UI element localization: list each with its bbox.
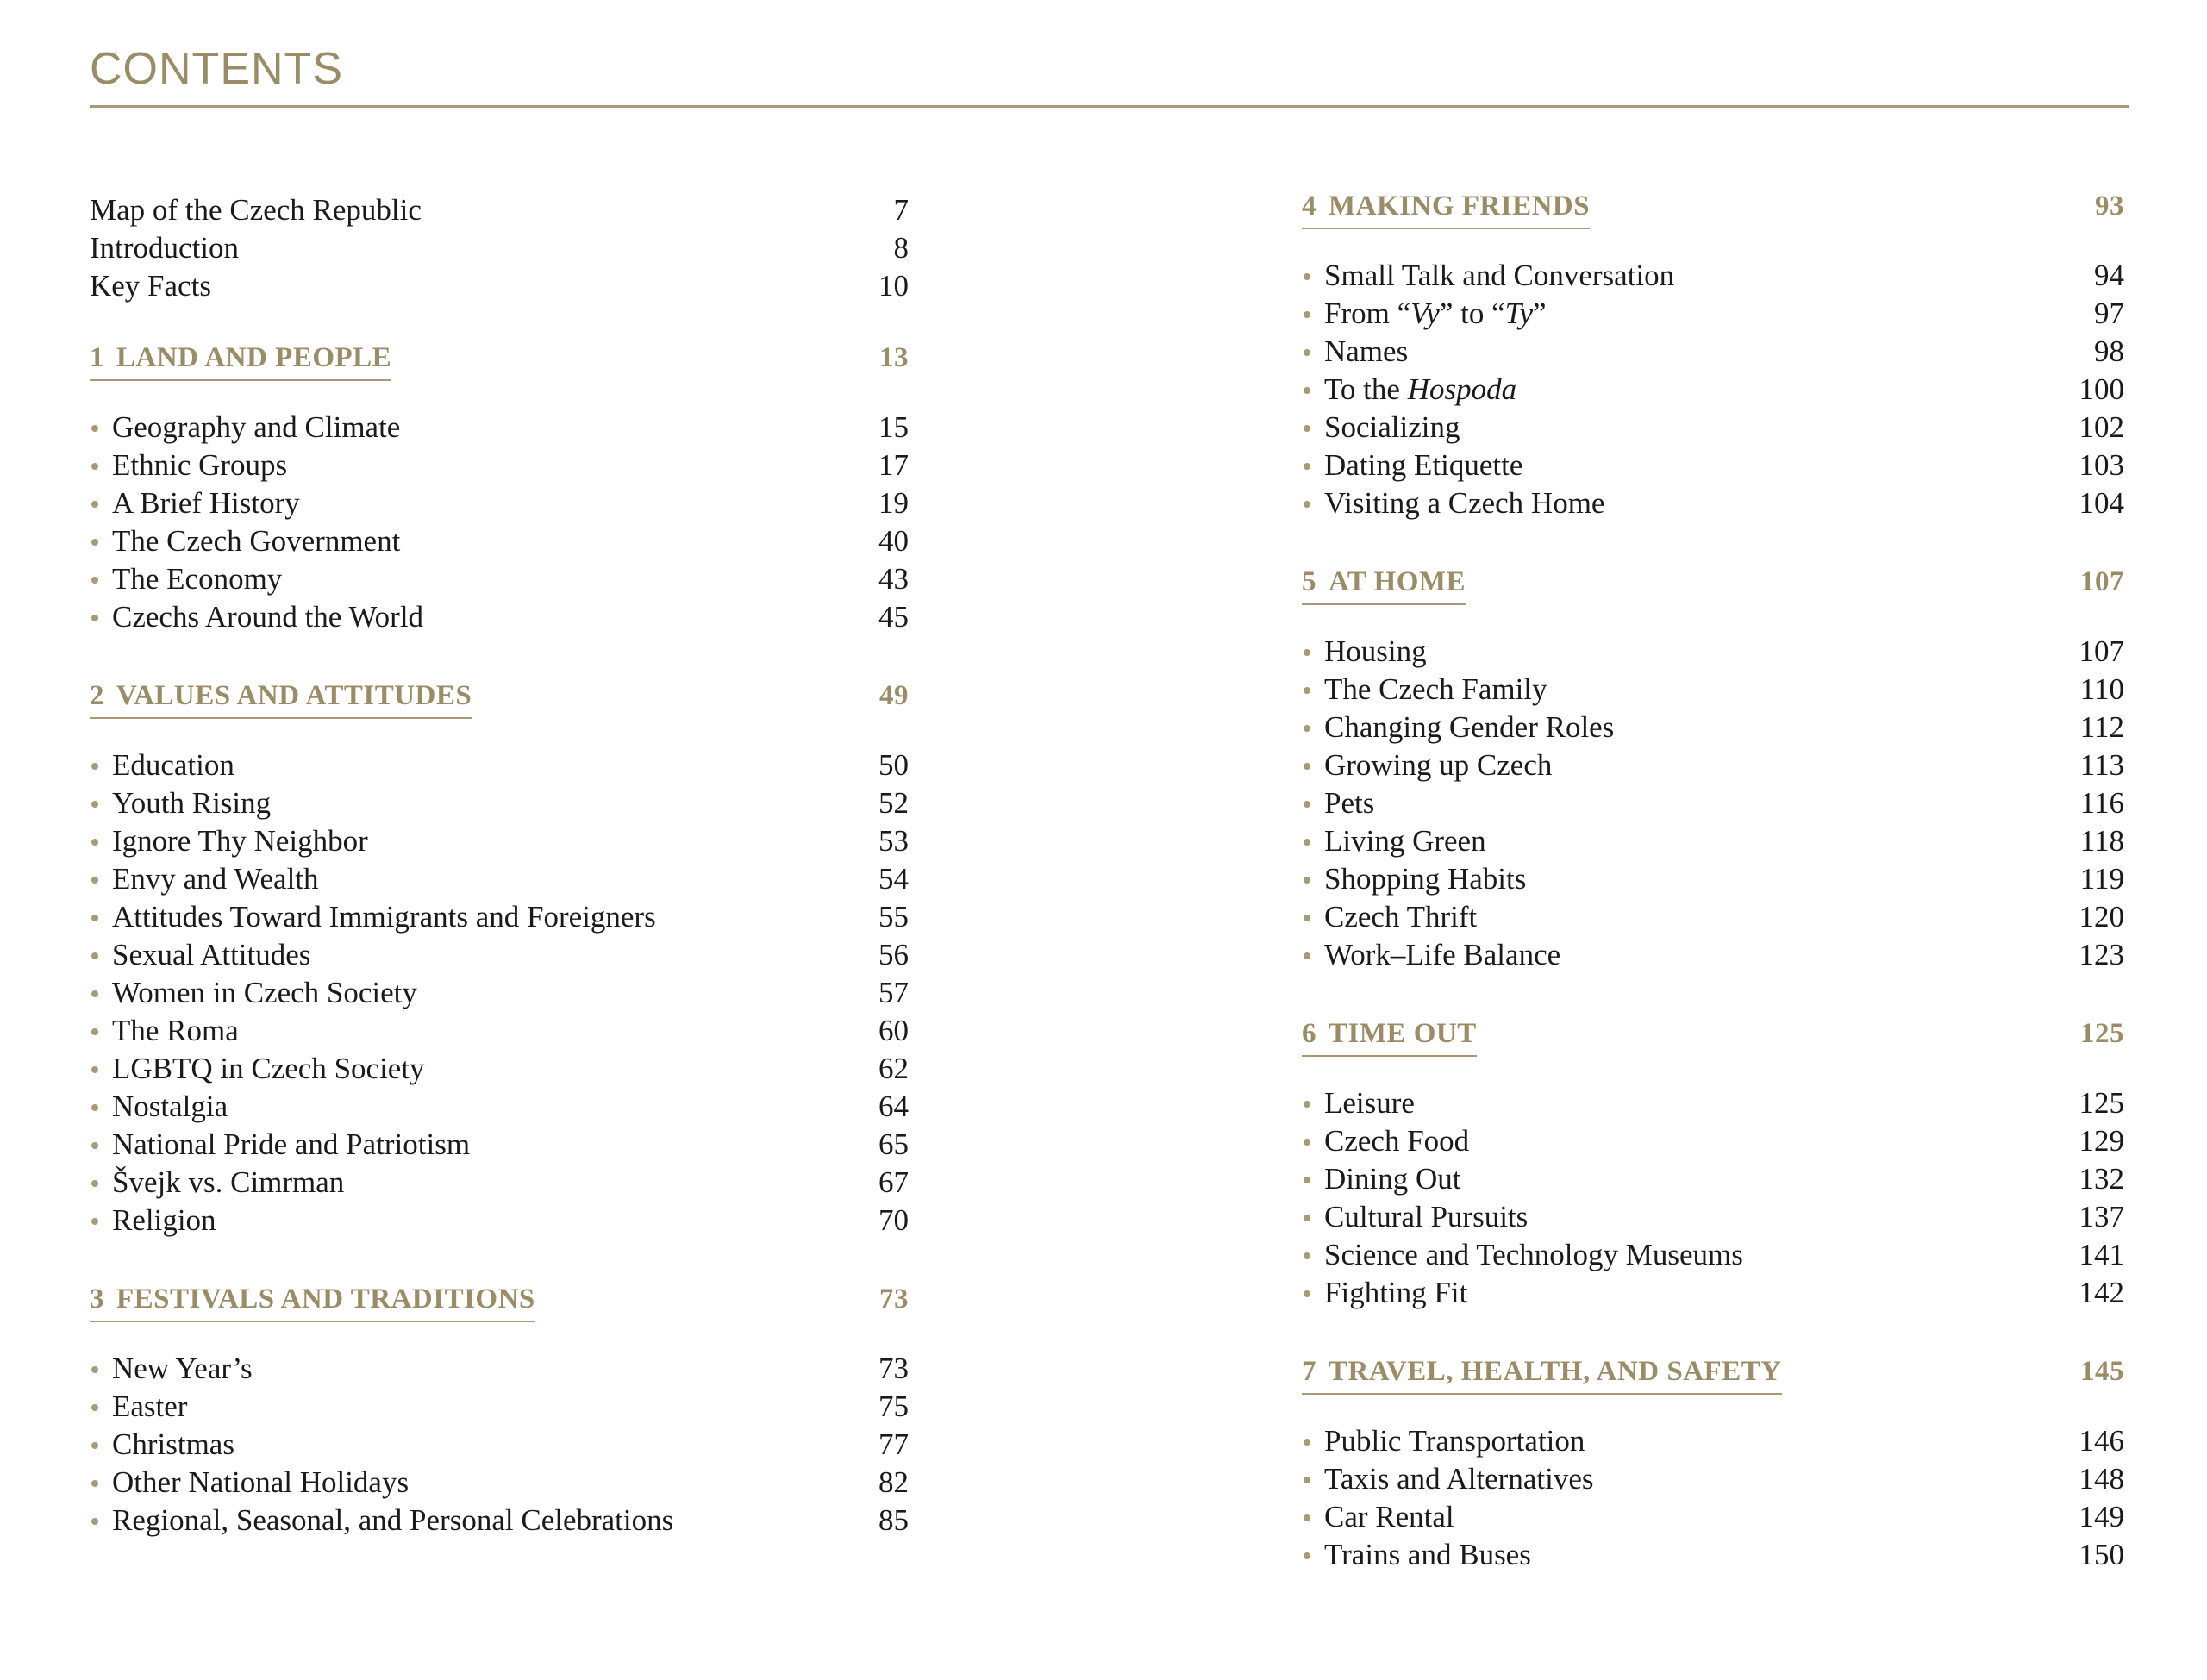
toc-item[interactable]: [90, 1088, 909, 1126]
toc-item-label: Visiting a Czech Home: [1324, 486, 1605, 520]
bullet-icon: [1304, 311, 1310, 318]
bullet-icon: [1304, 501, 1310, 508]
section-heading[interactable]: [1302, 188, 2124, 226]
toc-item[interactable]: [1302, 1084, 2124, 1122]
toc-item[interactable]: [90, 598, 909, 636]
toc-item-label: Czech Thrift: [1324, 900, 1478, 934]
bullet-icon: [1304, 1514, 1310, 1521]
bullet-icon: [91, 1366, 98, 1373]
section-heading-label: [1302, 1353, 1782, 1395]
toc-item-label: Czech Food: [1324, 1124, 1470, 1158]
toc-item[interactable]: [90, 860, 909, 898]
section-page: 93: [2095, 190, 2124, 222]
toc-item[interactable]: [1302, 1160, 2124, 1198]
bullet-icon: [1304, 763, 1310, 770]
bullet-icon: [1304, 687, 1310, 694]
toc-item-label: Geography and Climate: [112, 410, 401, 444]
section-title: MAKING FRIENDS: [1329, 190, 1591, 222]
bullet-icon: [1304, 1252, 1310, 1259]
toc-item[interactable]: [1302, 1274, 2124, 1312]
toc-item-label: Religion: [112, 1203, 216, 1237]
bullet-icon: [1304, 801, 1310, 808]
toc-item-page: 65: [878, 1127, 909, 1161]
toc-item-page: 70: [878, 1203, 909, 1237]
toc-item[interactable]: [90, 1388, 909, 1426]
section-heading-label: [90, 678, 472, 719]
bullet-icon: [91, 1480, 98, 1487]
toc-item-label: Changing Gender Roles: [1324, 710, 1615, 744]
toc-item-label: Leisure: [1324, 1086, 1415, 1120]
toc-item-page: 104: [2079, 486, 2124, 520]
toc-item-page: 103: [2079, 448, 2124, 482]
section-title: LAND AND PEOPLE: [116, 342, 392, 373]
toc-item[interactable]: [90, 936, 909, 974]
toc-item-label: Other National Holidays: [112, 1465, 410, 1499]
toc-item[interactable]: [90, 1012, 909, 1050]
section-page: 107: [2080, 566, 2124, 597]
toc-item-label: Ethnic Groups: [112, 448, 288, 482]
toc-item[interactable]: [90, 974, 909, 1012]
toc-item-page: 62: [878, 1052, 909, 1085]
section-title: VALUES AND ATTITUDES: [116, 680, 472, 711]
toc-item-label: Nostalgia: [112, 1090, 228, 1123]
toc-item-page: 43: [878, 562, 909, 596]
section-page: 49: [879, 680, 909, 711]
bullet-icon: [91, 1180, 98, 1187]
toc-item-label-part: Vy: [1410, 297, 1440, 330]
toc-item-page: 118: [2079, 824, 2124, 858]
toc-item[interactable]: [1302, 822, 2124, 860]
toc-item-page: 98: [2094, 334, 2124, 368]
toc-item[interactable]: [1302, 1422, 2124, 1460]
toc-item[interactable]: [90, 746, 909, 784]
section-title: FESTIVALS AND TRADITIONS: [116, 1283, 535, 1315]
toc-item-label: Living Green: [1324, 824, 1486, 858]
section-page: 145: [2080, 1356, 2124, 1387]
page-title: CONTENTS: [90, 44, 343, 94]
toc-item-label: Women in Czech Society: [112, 976, 417, 1009]
toc-item[interactable]: [90, 447, 909, 484]
section-heading-label: [90, 340, 391, 381]
toc-item-page: 53: [878, 824, 909, 858]
toc-item-page: 8: [893, 231, 909, 265]
toc-item-label: The Roma: [112, 1014, 239, 1047]
toc-item-label: Key Facts: [90, 269, 211, 303]
toc-item-label: [1324, 295, 1547, 333]
toc-item[interactable]: [90, 1126, 909, 1164]
bullet-icon: [91, 1028, 98, 1035]
toc-front-item[interactable]: [90, 229, 909, 267]
bullet-icon: [1304, 425, 1310, 432]
toc-item-label: Ignore Thy Neighbor: [112, 824, 368, 858]
toc-item-page: 85: [878, 1503, 909, 1537]
toc-item-page: 146: [2079, 1424, 2124, 1458]
section-heading[interactable]: [1302, 564, 2124, 602]
toc-item-page: 40: [878, 524, 909, 558]
toc-item-page: 45: [878, 600, 909, 634]
section-number: 4: [1302, 190, 1316, 222]
toc-item-page: 137: [2079, 1200, 2124, 1233]
toc-item-page: 123: [2079, 938, 2124, 971]
bullet-icon: [91, 877, 98, 884]
toc-item-label: Dating Etiquette: [1324, 448, 1523, 482]
bullet-icon: [1304, 463, 1310, 470]
toc-item[interactable]: [1302, 1498, 2124, 1536]
toc-item-label: Švejk vs. Cimrman: [112, 1165, 345, 1199]
toc-item[interactable]: [1302, 633, 2124, 671]
toc-item-label: Shopping Habits: [1324, 862, 1527, 896]
toc-item[interactable]: [90, 1202, 909, 1240]
toc-item-label: Trains and Buses: [1324, 1538, 1531, 1571]
toc-item[interactable]: [90, 1502, 909, 1539]
section-page: 125: [2080, 1018, 2124, 1049]
toc-item-label: LGBTQ in Czech Society: [112, 1052, 425, 1085]
toc-item[interactable]: [90, 1426, 909, 1464]
toc-item-label: Work–Life Balance: [1324, 938, 1561, 971]
toc-item-label: The Czech Family: [1324, 672, 1547, 706]
bullet-icon: [1304, 952, 1310, 959]
toc-item-page: 94: [2094, 259, 2124, 292]
bullet-icon: [91, 990, 98, 997]
toc-item-label: Regional, Seasonal, and Personal Celebrations: [112, 1503, 674, 1537]
toc-item[interactable]: [1302, 1536, 2124, 1574]
bullet-icon: [1304, 1290, 1310, 1297]
toc-item[interactable]: [1302, 295, 2124, 333]
toc-item-label: Envy and Wealth: [112, 862, 319, 896]
bullet-icon: [1304, 1439, 1310, 1446]
bullet-icon: [1304, 1101, 1310, 1108]
toc-item-label-part: To the: [1324, 372, 1408, 406]
toc-item[interactable]: [1302, 447, 2124, 484]
section-heading-label: [1302, 564, 1466, 605]
toc-front-item[interactable]: [90, 267, 909, 305]
toc-front-item[interactable]: [90, 191, 909, 229]
toc-item-label: Youth Rising: [112, 786, 272, 820]
toc-item[interactable]: [90, 484, 909, 522]
bullet-icon: [1304, 1177, 1310, 1183]
toc-item-page: 116: [2079, 786, 2124, 820]
toc-item[interactable]: [1302, 784, 2124, 822]
toc-item-page: 54: [878, 862, 909, 896]
section-heading[interactable]: [90, 678, 909, 715]
toc-item-page: 97: [2094, 297, 2124, 330]
toc-item-label: [1324, 371, 1516, 409]
toc-item-page: 110: [2079, 672, 2124, 706]
toc-item-label-part: Hospoda: [1407, 372, 1517, 406]
toc-item-label: Christmas: [112, 1427, 234, 1461]
toc-item-page: 148: [2079, 1462, 2124, 1496]
bullet-icon: [1304, 1215, 1310, 1221]
bullet-icon: [91, 1104, 98, 1111]
toc-item[interactable]: [90, 1164, 909, 1202]
bullet-icon: [91, 1518, 98, 1525]
toc-item[interactable]: [90, 560, 909, 598]
toc-item-page: 73: [878, 1352, 909, 1385]
toc-item[interactable]: [1302, 1198, 2124, 1236]
toc-item-label: Science and Technology Museums: [1324, 1238, 1743, 1271]
section-page: 73: [879, 1283, 909, 1315]
bullet-icon: [91, 915, 98, 921]
toc-item-page: 77: [878, 1427, 909, 1461]
bullet-icon: [1304, 1477, 1310, 1483]
section-number: 2: [90, 680, 104, 711]
toc-item[interactable]: [1302, 709, 2124, 746]
bullet-icon: [91, 801, 98, 808]
toc-item-page: 107: [2079, 634, 2124, 668]
bullet-icon: [91, 501, 98, 508]
toc-item-page: 112: [2079, 710, 2124, 744]
toc-item[interactable]: [1302, 333, 2124, 371]
section-heading[interactable]: [90, 340, 909, 378]
toc-item-page: 7: [893, 193, 909, 227]
bullet-icon: [1304, 387, 1310, 394]
toc-item-page: 56: [878, 938, 909, 971]
toc-item[interactable]: [1302, 898, 2124, 936]
toc-item[interactable]: [90, 784, 909, 822]
toc-item-label: Map of the Czech Republic: [90, 193, 422, 227]
toc-item[interactable]: [90, 522, 909, 560]
bullet-icon: [91, 952, 98, 959]
bullet-icon: [1304, 1552, 1310, 1559]
section-heading-label: [1302, 188, 1590, 229]
toc-item-page: 150: [2079, 1538, 2124, 1571]
toc-item-page: 141: [2079, 1238, 2124, 1271]
bullet-icon: [1304, 915, 1310, 921]
toc-item[interactable]: [1302, 1236, 2124, 1274]
section-number: 6: [1302, 1018, 1316, 1049]
toc-item-label: National Pride and Patriotism: [112, 1127, 471, 1161]
bullet-icon: [91, 763, 98, 770]
toc-item-label: Attitudes Toward Immigrants and Foreigners: [112, 900, 656, 934]
toc-item-label-part: From “: [1324, 297, 1411, 330]
toc-item[interactable]: [90, 1350, 909, 1388]
toc-item-label: New Year’s: [112, 1352, 253, 1385]
toc-item-label: Cultural Pursuits: [1324, 1200, 1529, 1233]
section-heading-label: [1302, 1015, 1477, 1057]
toc-item-page: 15: [878, 410, 909, 444]
toc-item-page: 19: [878, 486, 909, 520]
toc-item-label-part: Ty: [1504, 297, 1534, 330]
toc-item-label: The Economy: [112, 562, 283, 596]
bullet-icon: [91, 615, 98, 621]
toc-item[interactable]: [90, 409, 909, 447]
toc-item[interactable]: [1302, 257, 2124, 295]
toc-item-label: Sexual Attitudes: [112, 938, 311, 971]
bullet-icon: [91, 463, 98, 470]
bullet-icon: [91, 1218, 98, 1225]
title-rule: [90, 105, 2129, 108]
bullet-icon: [91, 577, 98, 584]
toc-item-page: 50: [878, 748, 909, 782]
toc-item[interactable]: [1302, 671, 2124, 709]
toc-item-page: 75: [878, 1390, 909, 1423]
toc-item-page: 120: [2079, 900, 2124, 934]
bullet-icon: [1304, 877, 1310, 884]
section-heading[interactable]: [1302, 1015, 2124, 1053]
section-number: 1: [90, 342, 104, 373]
toc-item-label: Pets: [1324, 786, 1375, 820]
toc-item-page: 57: [878, 976, 909, 1009]
section-number: 5: [1302, 566, 1316, 597]
toc-item-label: Growing up Czech: [1324, 748, 1553, 782]
bullet-icon: [91, 539, 98, 546]
toc-item-label: Fighting Fit: [1324, 1276, 1468, 1309]
bullet-icon: [91, 1142, 98, 1149]
toc-item-page: 67: [878, 1165, 909, 1199]
toc-item-label: Socializing: [1324, 410, 1460, 444]
toc-item[interactable]: [1302, 1122, 2124, 1160]
toc-item[interactable]: [1302, 1460, 2124, 1498]
toc-item-label: Introduction: [90, 231, 240, 265]
section-title: AT HOME: [1329, 566, 1466, 597]
toc-item[interactable]: [90, 1050, 909, 1088]
toc-item-label: Housing: [1324, 634, 1427, 668]
toc-item-label: Education: [112, 748, 234, 782]
toc-item[interactable]: [90, 1464, 909, 1502]
bullet-icon: [1304, 349, 1310, 356]
toc-item-label-part: ”: [1533, 297, 1547, 330]
toc-item[interactable]: [90, 898, 909, 936]
section-page: 13: [879, 342, 909, 373]
toc-item-label: Dining Out: [1324, 1162, 1461, 1196]
toc-item-page: 10: [878, 269, 909, 303]
toc-item[interactable]: [1302, 409, 2124, 447]
toc-item-page: 119: [2079, 862, 2124, 896]
toc-item-label: The Czech Government: [112, 524, 401, 558]
toc-item-page: 60: [878, 1014, 909, 1047]
section-heading-label: [90, 1281, 535, 1322]
toc-item[interactable]: [1302, 860, 2124, 898]
toc-item-page: 17: [878, 448, 909, 482]
bullet-icon: [1304, 725, 1310, 732]
bullet-icon: [1304, 1139, 1310, 1146]
toc-item-page: 82: [878, 1465, 909, 1499]
toc-item-label: Public Transportation: [1324, 1424, 1585, 1458]
section-heading[interactable]: [1302, 1353, 2124, 1391]
toc-item-label: Easter: [112, 1390, 188, 1423]
toc-item-page: 102: [2079, 410, 2124, 444]
toc-item-page: 100: [2079, 372, 2124, 406]
toc-item-label: Names: [1324, 334, 1409, 368]
section-heading[interactable]: [90, 1281, 909, 1319]
toc-item-page: 52: [878, 786, 909, 820]
toc-item-page: 125: [2079, 1086, 2124, 1120]
bullet-icon: [91, 839, 98, 846]
section-number: 7: [1302, 1356, 1316, 1387]
toc-item-page: 129: [2079, 1124, 2124, 1158]
section-title: TIME OUT: [1329, 1018, 1477, 1049]
toc-item-label: Taxis and Alternatives: [1324, 1462, 1594, 1496]
toc-item-page: 149: [2079, 1500, 2124, 1533]
toc-item-label: Czechs Around the World: [112, 600, 424, 634]
bullet-icon: [91, 425, 98, 432]
bullet-icon: [1304, 273, 1310, 280]
bullet-icon: [91, 1066, 98, 1073]
toc-item[interactable]: [90, 822, 909, 860]
toc-item-label-part: ” to “: [1439, 297, 1505, 330]
toc-item-page: 55: [878, 900, 909, 934]
section-title: TRAVEL, HEALTH, AND SAFETY: [1329, 1356, 1782, 1387]
toc-item-label: Small Talk and Conversation: [1324, 259, 1675, 292]
toc-item-page: 132: [2079, 1162, 2124, 1196]
toc-item[interactable]: [1302, 746, 2124, 784]
toc-item-page: 64: [878, 1090, 909, 1123]
bullet-icon: [91, 1404, 98, 1411]
toc-item-page: 142: [2079, 1276, 2124, 1309]
bullet-icon: [1304, 839, 1310, 846]
toc-item[interactable]: [1302, 371, 2124, 409]
bullet-icon: [91, 1442, 98, 1449]
toc-item-label: A Brief History: [112, 486, 300, 520]
toc-item[interactable]: [1302, 936, 2124, 974]
bullet-icon: [1304, 649, 1310, 656]
toc-item-label: Car Rental: [1324, 1500, 1454, 1533]
toc-item[interactable]: [1302, 484, 2124, 522]
toc-item-page: 113: [2079, 748, 2124, 782]
section-number: 3: [90, 1283, 104, 1315]
